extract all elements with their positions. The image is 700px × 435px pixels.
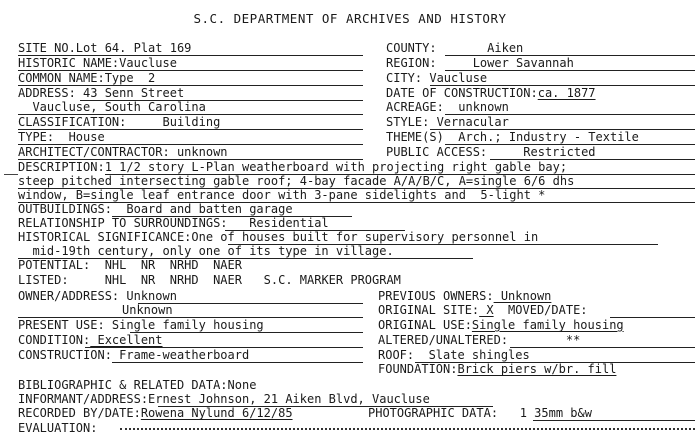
significance-label: HISTORICAL SIGNIFICANCE:: [18, 230, 192, 244]
evaluation-label: EVALUATION:: [18, 421, 98, 435]
description-label: DESCRIPTION:: [18, 160, 105, 174]
city-field: [386, 71, 487, 85]
date-label: DATE OF CONSTRUCTION:: [386, 86, 538, 100]
condition-value: Excellent: [90, 333, 163, 347]
common-name-value: Type 2: [104, 71, 156, 85]
outbuildings-value: Board and batten garage: [111, 202, 293, 216]
historic-name-field: [18, 56, 177, 70]
construction-value: Frame-weatherboard: [111, 348, 250, 362]
site-no-label: SITE NO.: [18, 41, 76, 55]
acreage-field: [386, 100, 509, 114]
condition-field: [18, 333, 163, 347]
bibliographic-label: BIBLIOGRAPHIC & RELATED DATA:: [18, 378, 228, 392]
previous-owners-field: [378, 289, 551, 303]
owner-field: [18, 289, 177, 303]
recorded-field: [18, 406, 293, 420]
type-value: House: [54, 130, 105, 144]
informant-field: [18, 392, 430, 406]
previous-owners-value: Unknown: [493, 289, 552, 303]
roof-label: ROOF:: [378, 348, 415, 362]
city-label: CITY:: [386, 71, 423, 85]
county-field: [386, 41, 523, 55]
description-line1: 1 1/2 story L-Plan weatherboard with projecting right gable bay;: [104, 160, 568, 174]
relationship-label: RELATIONSHIP TO SURROUNDINGS:: [18, 216, 228, 230]
moved-date-label: MOVED/DATE:: [493, 303, 588, 317]
original-site-label: ORIGINAL SITE:: [378, 303, 480, 317]
description-line2: steep pitched intersecting gable roof; 4-bay facade A/A/B/C, A=single 6/6 dhs: [18, 174, 575, 188]
previous-owners-label: PREVIOUS OWNERS:: [378, 289, 494, 303]
date-value: ca. 1877: [537, 86, 596, 100]
foundation-value: Brick piers w/br. fill: [457, 362, 617, 376]
potential-value: NHL NR NRHD NAER: [90, 258, 242, 272]
architect-value: unknown: [169, 145, 228, 159]
public-access-field: [386, 145, 596, 159]
relationship-field: [18, 216, 329, 230]
listed-field: [18, 273, 401, 287]
classification-label: CLASSIFICATION:: [18, 115, 127, 129]
significance-line1: One of houses built for supervisory personnel in: [191, 230, 539, 244]
relationship-value: Residential: [227, 216, 329, 230]
significance-field: [18, 230, 538, 244]
theme-label: THEME(S): [386, 130, 444, 144]
architect-label: ARCHITECT/CONTRACTOR:: [18, 145, 170, 159]
bibliographic-value: None: [227, 378, 257, 392]
photographic-label: PHOTOGRAPHIC DATA:: [368, 406, 499, 420]
bibliographic-field: [18, 378, 256, 392]
classification-field: [18, 115, 220, 129]
region-field: [386, 56, 574, 70]
address-line2: Vaucluse, South Carolina: [18, 100, 206, 114]
roof-value: Slate shingles: [414, 348, 530, 362]
listed-label: LISTED:: [18, 273, 69, 287]
informant-value: Ernest Johnson, 21 Aiken Blvd, Vaucluse: [148, 392, 430, 406]
address-label: ADDRESS:: [18, 86, 76, 100]
historic-name-value: Vaucluse: [119, 56, 177, 70]
recorded-value: Rowena Nylund 6/12/85: [140, 406, 293, 420]
type-field: [18, 130, 105, 144]
site-no-field: [18, 41, 191, 55]
date-field: [386, 86, 596, 100]
description-field: [18, 160, 567, 174]
informant-label: INFORMANT/ADDRESS:: [18, 392, 149, 406]
style-field: [386, 115, 509, 129]
outbuildings-label: OUTBUILDINGS:: [18, 202, 112, 216]
rule: [533, 420, 695, 421]
potential-field: [18, 258, 242, 272]
classification-value: Building: [126, 115, 221, 129]
rule: [112, 362, 363, 363]
site-no-value: Lot 64. Plat 169: [75, 41, 192, 55]
altered-value: **: [508, 333, 581, 347]
altered-label: ALTERED/UNALTERED:: [378, 333, 509, 347]
photographic-value: 1 35mm b&w: [498, 406, 592, 420]
public-access-value: Restricted: [487, 145, 596, 159]
original-use-label: ORIGINAL USE:: [378, 318, 472, 332]
type-label: TYPE:: [18, 130, 55, 144]
margin-mark: [4, 174, 18, 175]
original-use-field: [378, 318, 624, 332]
rule: [130, 332, 363, 333]
foundation-label: FOUNDATION:: [378, 362, 458, 376]
potential-label: POTENTIAL:: [18, 258, 91, 272]
photographic-field: [368, 406, 592, 420]
owner-line2: Unknown: [122, 303, 173, 317]
altered-field: [378, 333, 580, 347]
common-name-field: [18, 71, 155, 85]
county-value: Aiken: [436, 41, 524, 55]
construction-label: CONSTRUCTION:: [18, 348, 112, 362]
condition-label: CONDITION:: [18, 333, 91, 347]
theme-value: Arch.; Industry - Textile: [443, 130, 639, 144]
address-field: [18, 86, 184, 100]
present-use-label: PRESENT USE:: [18, 318, 105, 332]
acreage-label: ACREAGE:: [386, 100, 444, 114]
architect-field: [18, 145, 228, 159]
present-use-value: Single family housing: [104, 318, 264, 332]
original-site-field: [378, 303, 588, 317]
rule: [510, 347, 695, 348]
present-use-field: [18, 318, 264, 332]
county-label: COUNTY:: [386, 41, 437, 55]
style-label: STYLE:: [386, 115, 430, 129]
roof-field: [378, 348, 530, 362]
original-use-value: Single family housing: [471, 318, 624, 332]
page-title: S.C. DEPARTMENT OF ARCHIVES AND HISTORY: [193, 11, 507, 26]
description-line3: window, B=single leaf entrance door with 3-pane sidelights and 5-light *: [18, 188, 546, 202]
foundation-field: [378, 362, 616, 376]
outbuildings-field: [18, 202, 293, 216]
address-value: 43 Senn Street: [75, 86, 185, 100]
acreage-value: unknown: [443, 100, 509, 114]
historic-name-label: HISTORIC NAME:: [18, 56, 120, 70]
recorded-label: RECORDED BY/DATE:: [18, 406, 141, 420]
listed-value: NHL NR NRHD NAER S.C. MARKER PROGRAM: [68, 273, 401, 287]
significance-line2: mid-19th century, only one of its type in village.: [18, 244, 394, 258]
construction-field: [18, 348, 249, 362]
owner-value: Unknown: [119, 289, 177, 303]
evaluation-dotted-line: [120, 426, 695, 430]
original-site-value: X: [479, 303, 494, 317]
city-value: Vaucluse: [422, 71, 488, 85]
theme-field: [386, 130, 639, 144]
owner-label: OWNER/ADDRESS:: [18, 289, 120, 303]
common-name-label: COMMON NAME:: [18, 71, 105, 85]
public-access-label: PUBLIC ACCESS:: [386, 145, 488, 159]
style-value: Vernacular: [429, 115, 509, 129]
region-label: REGION:: [386, 56, 437, 70]
region-value: Lower Savannah: [436, 56, 574, 70]
